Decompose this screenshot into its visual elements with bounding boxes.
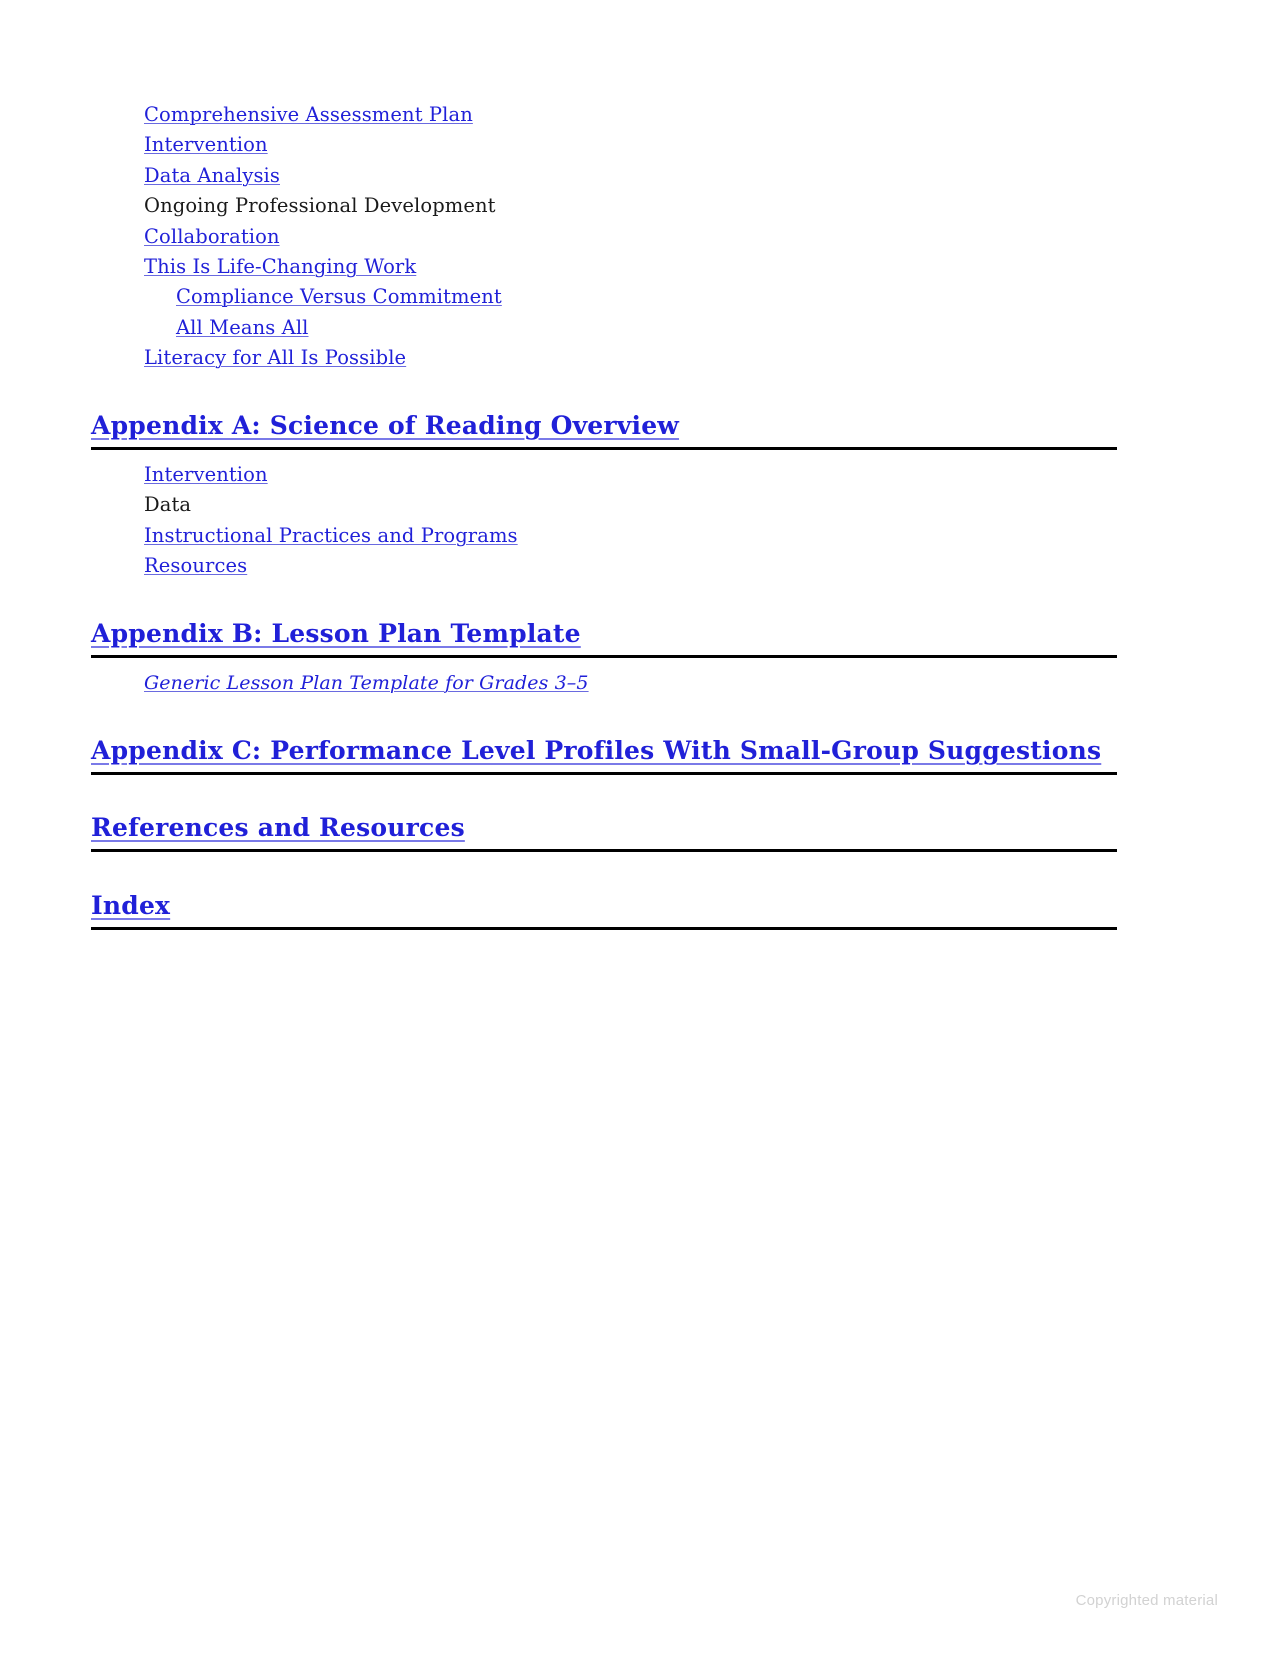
section-heading-label: Appendix B: Lesson Plan Template (91, 619, 581, 648)
section (91, 736, 1117, 775)
section (91, 813, 1117, 852)
toc-link[interactable]: Collaboration (144, 224, 280, 248)
section-item-link[interactable]: Instructional Practices and Programs (144, 523, 518, 547)
section-heading-link[interactable] (91, 736, 1117, 766)
section-heading-link[interactable] (91, 411, 1117, 441)
section-heading-link[interactable] (91, 813, 1117, 843)
section-divider-rule (91, 927, 1117, 930)
section-heading-link[interactable] (91, 619, 1117, 649)
toc-text: Ongoing Professional Development (144, 194, 496, 218)
toc-link[interactable]: Literacy for All Is Possible (144, 346, 407, 370)
section-item-text: Data (144, 493, 192, 517)
toc-link[interactable]: This Is Life-Changing Work (144, 255, 417, 279)
toc-link[interactable]: All Means All (176, 315, 309, 339)
section-item-list (91, 460, 1117, 582)
section-heading-link[interactable] (91, 891, 1117, 921)
section (91, 619, 1117, 698)
toc-link[interactable]: Data Analysis (144, 163, 280, 187)
section-divider-rule (91, 772, 1117, 775)
section (91, 891, 1117, 930)
section (91, 411, 1117, 582)
section-heading-label: Index (91, 891, 171, 920)
section-heading-label: Appendix C: Performance Level Profiles With Small-Group Suggestions (91, 736, 1102, 765)
section-divider-rule (91, 655, 1117, 658)
toc-link[interactable]: Comprehensive Assessment Plan (144, 103, 473, 126)
copyright-watermark: Copyrighted material (1075, 1592, 1218, 1609)
toc-entry-list (144, 100, 1124, 374)
section-item-link[interactable]: Intervention (144, 463, 268, 486)
section-item-list (91, 668, 1117, 698)
section-item-link[interactable]: Generic Lesson Plan Template for Grades 3–5 (144, 672, 589, 694)
section-heading-label: Appendix A: Science of Reading Overview (91, 411, 680, 440)
section-divider-rule (91, 849, 1117, 852)
toc-link[interactable]: Intervention (144, 133, 268, 157)
section-divider-rule (91, 447, 1117, 450)
section-heading-label: References and Resources (91, 813, 465, 842)
section-item-link[interactable]: Resources (144, 554, 248, 578)
toc-link[interactable]: Compliance Versus Commitment (176, 285, 502, 309)
